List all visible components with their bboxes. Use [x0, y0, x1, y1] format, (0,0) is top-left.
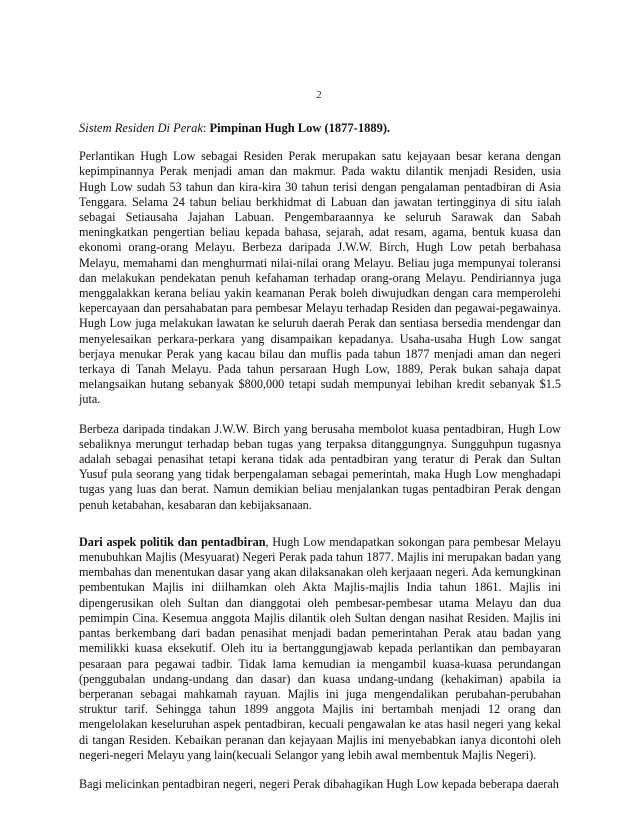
heading-title: Pimpinan Hugh Low (1877-1889). [209, 121, 391, 135]
page-number: 2 [316, 89, 322, 101]
document-body [79, 121, 561, 806]
section-heading [79, 121, 561, 136]
paragraph-hugh-low-duties: Berbeza daripada tindakan J.W.W. Birch yang berusaha membolot kuasa pentadbiran, Hugh Low sebaliknya merungut terhadap beban tugas yang terpaksa ditanggungnya. Sungguhpun tugasnya adalah sebagai penasihat tetapi kerana tidak ada pentadbiran yang teratur di Perak dan Sultan Yusuf pula seorang yang tidak berpengalaman sebagai pemerintah, maka Hugh Low menghadapi tugas yang luas dan berat. Namun demikian beliau menjalankan tugas pentadbiran Perak dengan penuh ketabahan, kesabaran dan kebijaksanaan. [79, 421, 561, 512]
paragraph-daerah: Bagi melicinkan pentadbiran negeri, negeri Perak dibahagikan Hugh Low kepada beberapa daerah [79, 776, 559, 791]
paragraph-politik-pentadbiran [79, 535, 561, 763]
heading-topic: Sistem Residen Di Perak [79, 121, 203, 135]
paragraph-hugh-low-appointment: Perlantikan Hugh Low sebagai Residen Perak merupakan satu kejayaan besar kerana dengan kepimpinannya Perak menjadi aman dan makmur. Pada waktu dilantik menjadi Residen, usia Hugh Low sudah 53 tahun dan kira-kira 30 tahun terisi dengan pengalaman pentadbiran di Asia Tenggara. Selama 24 tahun beliau berkhidmat di Labuan dan jawatan tertingginya di situ ialah sebagai Setiausaha Jajahan Labuan. Pengembaraannya ke seluruh Sarawak dan Sabah meningkatkan pengertian beliau kepada bahasa, sejarah, adat resam, agama, bentuk kuasa dan ekonomi orang-orang Melayu. Berbeza daripada J.W.W. Birch, Hugh Low petah berbahasa Melayu, memahami dan menghurmati nilai-nilai orang Melayu. Beliau juga mempunyai toleransi dan melakukan pendekatan penuh kefahaman terhadap orang-orang Melayu. Pendiriannya juga menggalakkan kerana beliau yakin keamanan Perak boleh diwujudkan dengan cara memperolehi kepercayaan dan persahabatan para pembesar Melayu terhadap Residen dan pegawai-pegawainya. Hugh Low juga melakukan lawatan ke seluruh daerah Perak dan sentiasa bersedia mendengar dan menyelesaikan perkara-perkara yang disampaikan kepadanya. Usaha-usaha Hugh Low sangat berjaya menukar Perak yang kacau bilau dan muflis pada tahun 1877 menjadi aman dan negeri terkaya di Tanah Melayu. Pada tahun persaraan Hugh Low, 1889, Perak bukan sahaja dapat melangsaikan hutang sebanyak $800,000 tetapi sudah mempunyai lebihan kredit sebanyak $1.5 juta. [79, 149, 561, 407]
heading-separator: : [202, 121, 210, 135]
paragraph-lead-bold: Dari aspek politik dan pentadbiran [79, 534, 266, 549]
paragraph-politik-text: , Hugh Low mendapatkan sokongan para pembesar Melayu menubuhkan Majlis (Mesyuarat) Negeri Perak pada tahun 1877. Majlis ini merupakan badan yang membahas dan menentukan dasar yang akan dilaksanakan oleh kerjaaan negeri. Ada kemungkinan pembentukan Majlis ini diilhamkan oleh Akta Majlis-majlis India tahun 1861. Majlis ini dipengerusikan oleh Sultan dan dianggotai oleh pembesar-pembesar utama Melayu dan dua pemimpin Cina. Kesemua anggota Majlis dilantik oleh Sultan dengan nasihat Residen. Majlis ini pantas berkembang dari badan penasihat menjadi badan pemerintahan Perak atau badan yang memilikki kuasa eksekutif. Oleh itu ia bertanggungjawab kepada perlantikan dan pembayaran pesaraan para pegawai tadbir. Tidak lama kemudian ia mengambil kuasa-kuasa perundangan (penggubalan undang-undang dan dasar) dan kuasa undang-undang (kehakiman) apabila ia berperanan sebagai mahkamah rayuan. Majlis ini juga mengendalikan perubahan-perubahan struktur tarif. Sehingga tahun 1899 anggota Majlis ini bertambah menjadi 12 orang dan mengelolakan keseluruhan aspek pentadbiran, kecuali pengawalan ke atas hasil negeri yang kekal di tangan Residen. Kebaikan peranan dan kejayaan Majlis ini menyebabkan ianya dicontohi oleh negeri-negeri Melayu yang lain(kecuali Selangor yang lebih awal membentuk Majlis Negeri). [79, 534, 561, 762]
